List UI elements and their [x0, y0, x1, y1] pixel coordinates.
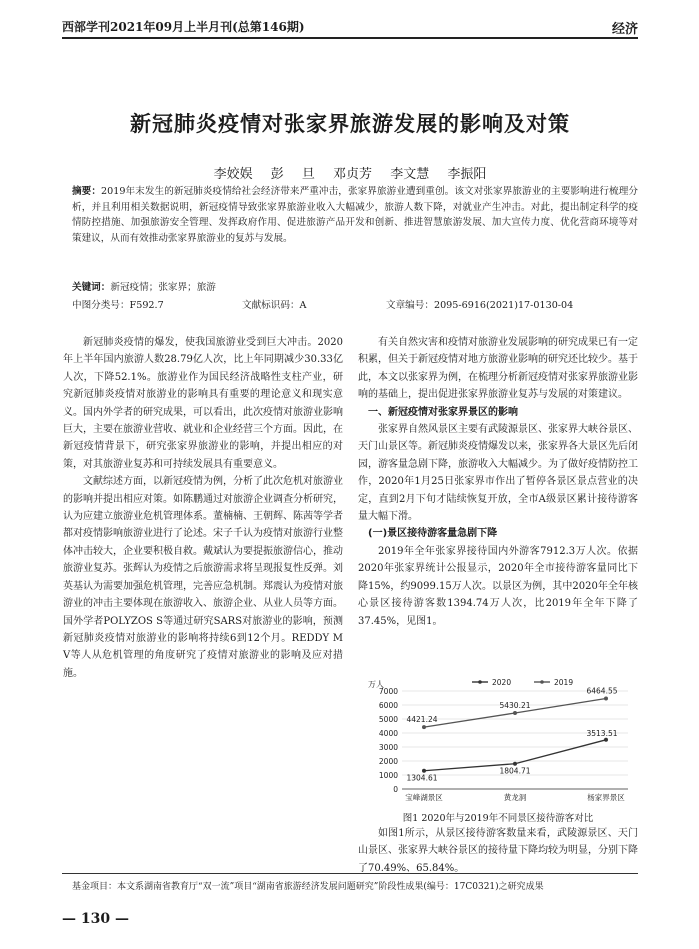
body-paragraph: 张家界自然风景区主要有武陵源景区、张家界大峡谷景区、天门山景区等。新冠肺炎疫情爆发以来，张家界各大景区先后闭园，游客量急剧下降，旅游收入大幅减少。为了做好疫情防控工作，2020年1月25日张家界市作出了暂停各景区景点营业的决定，直到2月下旬才陆续恢复开放，全市A级景区累计接待游客量大幅下滑。	[358, 424, 638, 523]
author-name: 邓贞芳	[333, 167, 373, 182]
y-tick-label: 1000	[378, 771, 398, 780]
data-point	[604, 738, 608, 742]
abstract-label: 摘要：	[72, 186, 102, 197]
x-tick-label: 宝峰湖景区	[405, 793, 443, 802]
y-tick-label: 4000	[378, 729, 398, 738]
data-point	[422, 725, 426, 729]
body-paragraph: 如图1所示，从景区接待游客数量来看，武陵源景区、天门山景区、张家界大峡谷景区的接待量下降均较为明显，分别下降了70.49%、65.84%。	[358, 828, 638, 874]
subsection-heading: (一)景区接待游客量急剧下降	[368, 528, 498, 540]
y-tick-label: 7000	[378, 687, 398, 696]
body-column-left	[63, 334, 343, 682]
data-point	[513, 711, 517, 715]
data-label: 4421.24	[406, 715, 438, 725]
body-paragraph: 2019年全年张家界接待国内外游客7912.3万人次。依据2020年张家界统计公报显示，2020年全市接待游客量同比下降15%，约9099.15万人次。以景区为例，其中2020年全年核心景区接待游客数1394.74万人次，比2019年全年下降了37.45%，见图1。	[358, 545, 638, 627]
data-label: 1804.71	[499, 766, 531, 776]
data-point	[513, 762, 517, 766]
article-number: 文章编号：2095-6916(2021)17-0130-04	[386, 300, 574, 311]
abstract	[72, 184, 638, 246]
body-column-right	[358, 334, 638, 630]
funding-footnote: 基金项目：本文系湖南省教育厅“双一流”项目“湖南省旅游经济发展问题研究”阶段性成果(编号：17C0321)之研究成果	[72, 882, 544, 892]
header-rule	[62, 37, 638, 39]
body-paragraph: 新冠肺炎疫情的爆发，使我国旅游业受到巨大冲击。2020年上半年国内旅游人数28.79亿人次，比上年同期减少30.33亿人次，下降52.1%。旅游业作为国民经济战略性支柱产业，研究新冠肺炎疫情对旅游业的影响具有重要的理论意义和现实意义。国内外学者的研究成果，可以看出，此次疫情对旅游业影响巨大，主要在旅游业营收、就业和企业经营三个方面。因此，在新冠疫情背景下，研究张家界旅游业的影响，并提出相应的对策，对其旅游业复苏和可持续发展具有重要意义。	[63, 337, 343, 470]
article-meta	[72, 297, 638, 311]
body-paragraph: 有关自然灾害和疫情对旅游业发展影响的研究成果已有一定积累，但关于新冠疫情对地方旅游业影响的研究还比较少。基于此，本文以张家界为例，在梳理分析新冠疫情对张家界旅游业影响的基础上，提出促进张家界旅游业复苏与发展的对策建议。	[358, 337, 638, 401]
y-tick-label: 3000	[378, 743, 398, 752]
page-header	[62, 16, 638, 38]
y-tick-label: 5000	[378, 715, 398, 724]
line-chart-svg	[358, 677, 638, 812]
y-axis-label: 万人	[368, 680, 384, 689]
figure-1-chart	[358, 677, 638, 812]
section-heading: 一、新冠疫情对张家界景区的影响	[368, 406, 518, 418]
x-tick-label: 杨家界景区	[587, 793, 625, 802]
keywords-text: 新冠疫情；张家界；旅游	[110, 282, 216, 293]
author-list	[62, 163, 638, 182]
x-tick-label: 黄龙洞	[503, 793, 527, 802]
footnote-rule	[62, 873, 638, 874]
clc-number: 中图分类号：F592.7	[72, 300, 164, 311]
data-label: 1304.61	[406, 773, 438, 783]
y-tick-label: 0	[393, 785, 398, 794]
data-point	[604, 696, 608, 700]
keywords	[72, 279, 638, 293]
journal-name: 西部学刊2021年09月上半月刊(总第146期)	[62, 20, 305, 34]
legend-label: 2020	[492, 678, 512, 687]
author-name: 彭 旦	[270, 167, 315, 182]
section-label: 经济	[611, 22, 638, 37]
author-name: 李文慧	[390, 167, 430, 182]
article-title: 新冠肺炎疫情对张家界旅游发展的影响及对策	[130, 111, 570, 136]
data-label: 6464.55	[586, 686, 618, 696]
body-column-right-continued	[358, 825, 638, 877]
data-point	[422, 769, 426, 773]
data-label: 5430.21	[499, 700, 531, 710]
author-name: 李姣娱	[213, 167, 253, 182]
legend-marker	[540, 680, 544, 684]
abstract-text: 2019年末发生的新冠肺炎疫情给社会经济带来严重冲击，张家界旅游业遭到重创。该文对张家界旅游业的主要影响进行梳理分析，并且利用相关数据说明，新冠疫情导致张家界旅游业收入大幅减少，旅游人数下降，对就业产生冲击。对此，提出制定科学的疫情防控措施、加强旅游安全管理、发挥政府作用、促进旅游产品开发和创新、推进智慧旅游发展、加大宣传力度、优化营商环境等对策建议，从而有效推动张家界旅游业的复苏与发展。	[72, 186, 638, 244]
legend-label: 2019	[554, 678, 574, 687]
author-name: 李振阳	[447, 167, 487, 182]
page-number: — 130 —	[62, 911, 129, 927]
body-paragraph: 文献综述方面，以新冠疫情为例，分析了此次危机对旅游业的影响并提出相应对策。如陈鹏通过对旅游企业调查分析研究，认为应建立旅游业危机管理体系。董楠楠、王朝辉、陈茜等学者都对疫情影响旅游业进行了论述。宋子千认为疫情对旅游行业整体冲击较大，企业要积极自救。戴斌认为要提振旅游信心，推动旅游业复苏。张辉认为疫情之后旅游需求将呈现报复性反弹。刘英基认为需要加强危机管理，完善应急机制。郑震认为疫情对旅游业的冲击主要体现在旅游收入、旅游企业、从业人员等方面。国外学者POLYZOS S等通过研究SARS对旅游业的影响，预测新冠肺炎疫情对旅游业的影响将持续6到12个月。REDDY M V等人从危机管理的角度研究了疫情对旅游业的影响及应对措施。	[63, 476, 343, 679]
y-tick-label: 2000	[378, 757, 398, 766]
data-label: 3513.51	[586, 728, 618, 738]
legend-marker	[478, 680, 482, 684]
keywords-label: 关键词：	[72, 282, 111, 293]
document-code: 文献标识码：A	[242, 300, 307, 311]
figure-caption: 图1 2020年与2019年不同景区接待游客对比	[402, 813, 594, 824]
y-tick-label: 6000	[378, 701, 398, 710]
